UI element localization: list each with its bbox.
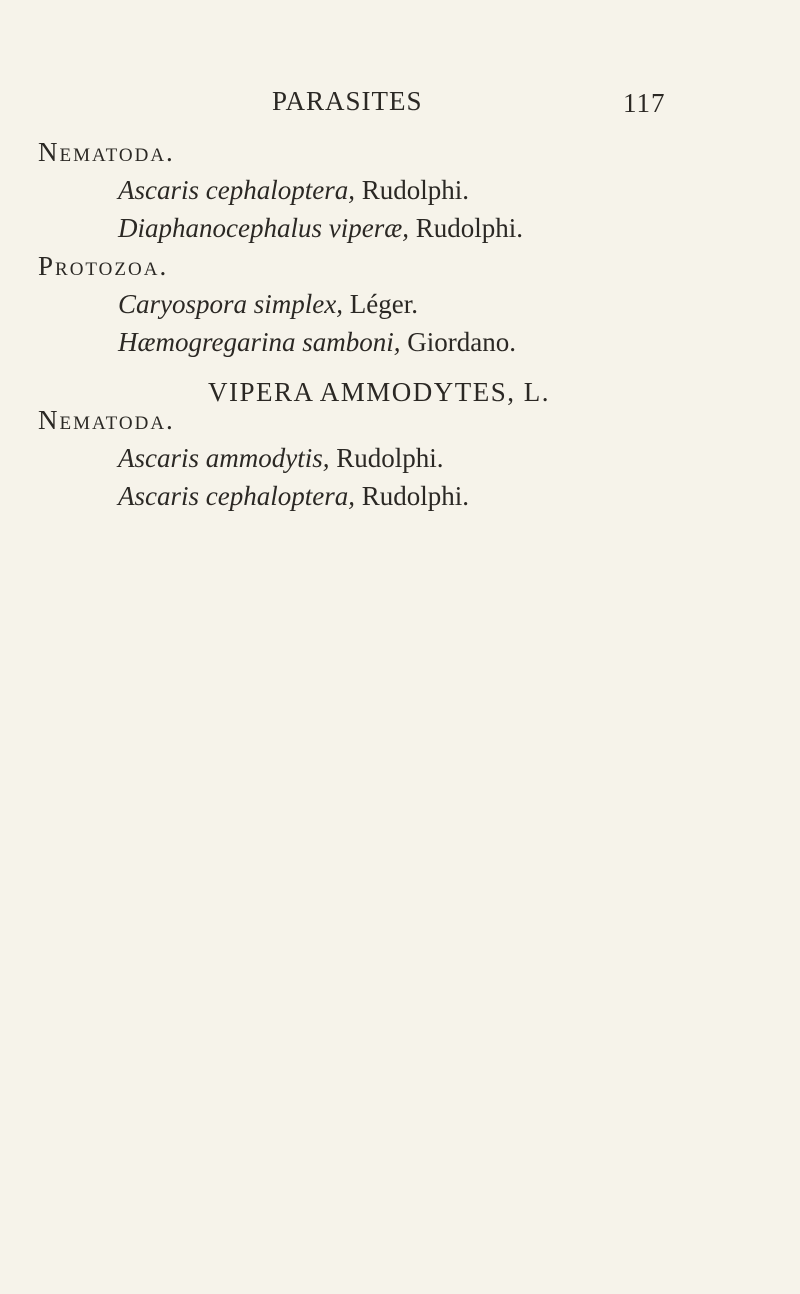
species-name: Ascaris cephaloptera, [118,175,355,205]
species-entry [118,288,418,320]
species-name: Diaphanocephalus viperæ, [118,213,409,243]
species-authority: Rudolphi. [354,175,469,205]
species-entry [118,212,523,244]
species-authority: Giordano. [400,327,516,357]
species-entry [118,174,469,206]
running-head [0,78,800,118]
species-authority: Rudolphi. [408,213,523,243]
species-name: Caryospora simplex, [118,289,343,319]
species-authority: Rudolphi. [354,481,469,511]
section-heading-nematoda: Nematoda. [38,137,175,167]
section-heading-nematoda: Nematoda. [38,405,175,435]
species-name: Ascaris ammodytis, [118,443,330,473]
section-heading-protozoa: Protozoa. [38,251,169,281]
species-authority: Léger. [343,289,418,319]
species-name: Hæmogregarina samboni, [118,327,401,357]
species-name: Ascaris cephaloptera, [118,481,355,511]
host-species-title: VIPERA AMMODYTES, L. [208,377,551,407]
species-entry [118,480,469,512]
page-number: 117 [623,88,666,118]
species-entry [118,442,444,474]
running-title: PARASITES [272,86,423,116]
species-entry [118,326,516,358]
species-authority: Rudolphi. [329,443,444,473]
